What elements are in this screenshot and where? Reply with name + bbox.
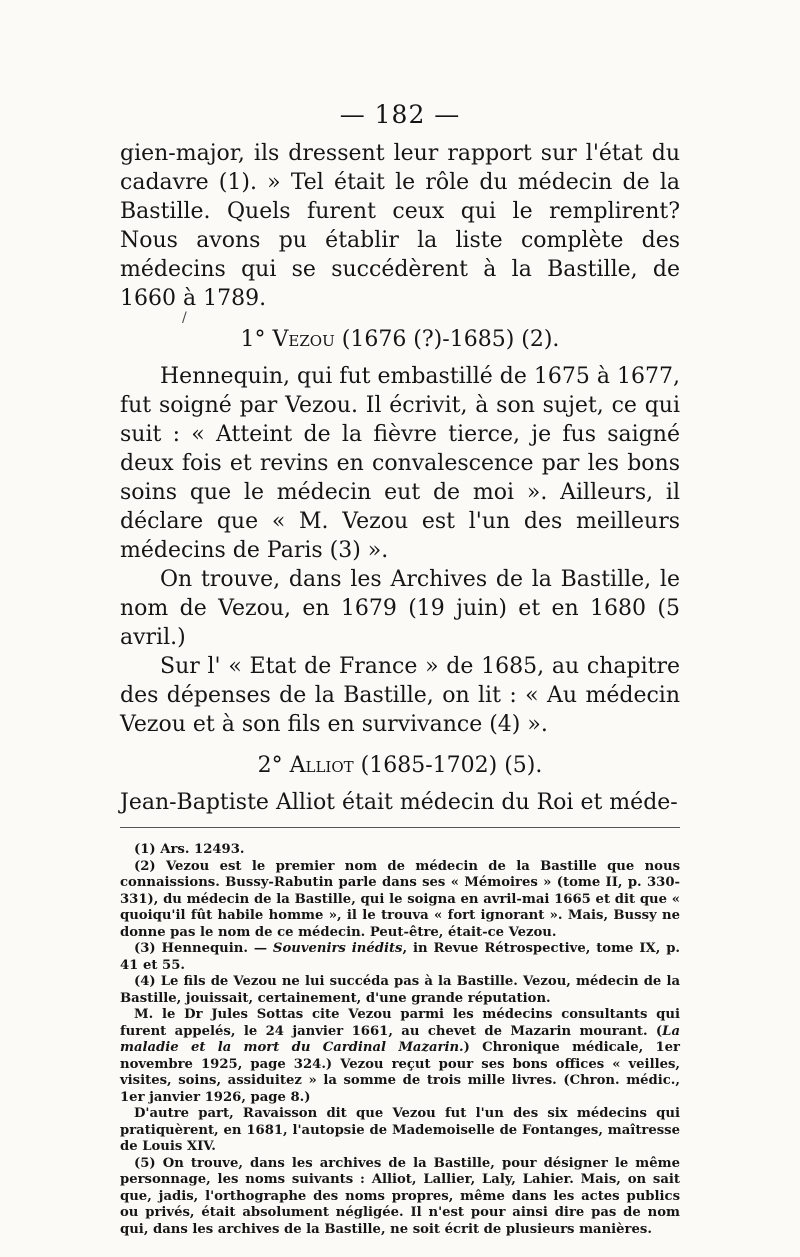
- heading-dates: (1676 (?)-1685) (2).: [334, 327, 560, 352]
- footnote-4b-source: ) Chronique médicale, 1er novembre 1925, page 324.) Vezou reçut pour ses bons offices « veilles, visites, soins, assiduitez » la somme de trois mille livres. (Chron. médic., 1er janvier 1926, page 8.): [120, 1040, 681, 1105]
- footnote-3-source: , in Revue Rétrospective, tome IX, p. 41 et 55.: [120, 941, 681, 973]
- footnote-4-cont-2: D'autre part, Ravaisson dit que Vezou fut l'un des six médecins qui pratiquèrent, en 1681, l'autopsie de Mademoiselle de Fontanges, maîtresse de Louis XIV.: [120, 1106, 680, 1154]
- paragraph-intro: gien-major, ils dressent leur rapport sur l'état du cadavre (1). » Tel était le rôle du médecin de la Bastille. Quels furent ceux qui le remplirent? Nous avons pu établir la liste complète des médecins qui se succédèrent à la Bastille, de 1660 à 1789.: [120, 141, 680, 311]
- footnote-4-cont-1: [120, 1007, 680, 1106]
- heading-name: Alliot: [289, 753, 354, 778]
- footnote-4: (4) Le fils de Vezou ne lui succéda pas à la Bastille. Vezou, médecin de la Bastille, jouissait, certainement, d'une grande réputation.: [120, 974, 680, 1006]
- heading-name: Vezou: [272, 327, 335, 352]
- footnote-5: (5) On trouve, dans les archives de la Bastille, pour désigner le même personnage, les noms suivants : Alliot, Lallier, Laly, Lahier. Mais, on sait que, jadis, l'orthographe des noms propres, même dans les actes publics ou privés, était absolument négligée. Il n'est pour ainsi dire pas de nom qui, dans les archives de la Bastille, ne soit écrit de plusieurs manières.: [120, 1155, 680, 1237]
- footnote-3-title: Souvenirs inédits: [272, 941, 403, 956]
- margin-mark: /: [182, 310, 187, 326]
- paragraph-etat-de-france: Sur l' « Etat de France » de 1685, au chapitre des dépenses de la Bastille, on lit : « Au médecin Vezou et à son fils en survivance (4) ».: [120, 654, 680, 737]
- footnote-divider: [120, 827, 680, 828]
- paragraph-alliot: Jean-Baptiste Alliot était médecin du Roi et méde-: [120, 790, 678, 815]
- footnotes: [120, 842, 680, 1238]
- section-heading-alliot: [120, 753, 680, 778]
- footnote-4b-title: La maladie et la mort du Cardinal Mazarin.: [120, 1023, 680, 1055]
- main-text: [120, 139, 680, 817]
- footnote-3-author: (3) Hennequin. —: [134, 941, 273, 956]
- book-page: [120, 100, 680, 1238]
- footnote-2: (2) Vezou est le premier nom de médecin de la Bastille que nous connaissions. Bussy-Rabutin parle dans ses « Mémoires » (tome II, p. 330-331), du médecin de la Bastille, qui le soigna en avril-mai 1665 et dit que « quoiqu'il fût habile homme », il le trouva « fort ignorant ». Mais, Bussy ne donne pas le nom de ce médecin. Peut-être, était-ce Vezou.: [120, 858, 680, 940]
- page-number: — 182 —: [339, 100, 461, 129]
- footnote-4b-text: M. le Dr Jules Sottas cite Vezou parmi les médecins consultants qui furent appelés, le 24 janvier 1661, au chevet de Mazarin mourant. (: [120, 1007, 680, 1039]
- footnote-1: (1) Ars. 12493.: [134, 842, 245, 857]
- paragraph-archives: On trouve, dans les Archives de la Bastille, le nom de Vezou, en 1679 (19 juin) et en 1680 (5 avril.): [120, 567, 680, 650]
- heading-dates: (1685-1702) (5).: [353, 753, 543, 778]
- heading-number: 2°: [257, 753, 290, 778]
- footnote-3: [120, 941, 680, 974]
- heading-number: 1°: [240, 327, 273, 352]
- section-heading-vezou: [120, 327, 680, 352]
- paragraph-hennequin: Hennequin, qui fut embastillé de 1675 à 1677, fut soigné par Vezou. Il écrivit, à son sujet, ce qui suit : « Atteint de la fièvre tierce, je fus saigné deux fois et revins en convalescence par les bons soins que le médecin eut de moi ». Ailleurs, il déclare que « M. Vezou est l'un des meilleurs médecins de Paris (3) ».: [120, 364, 680, 563]
